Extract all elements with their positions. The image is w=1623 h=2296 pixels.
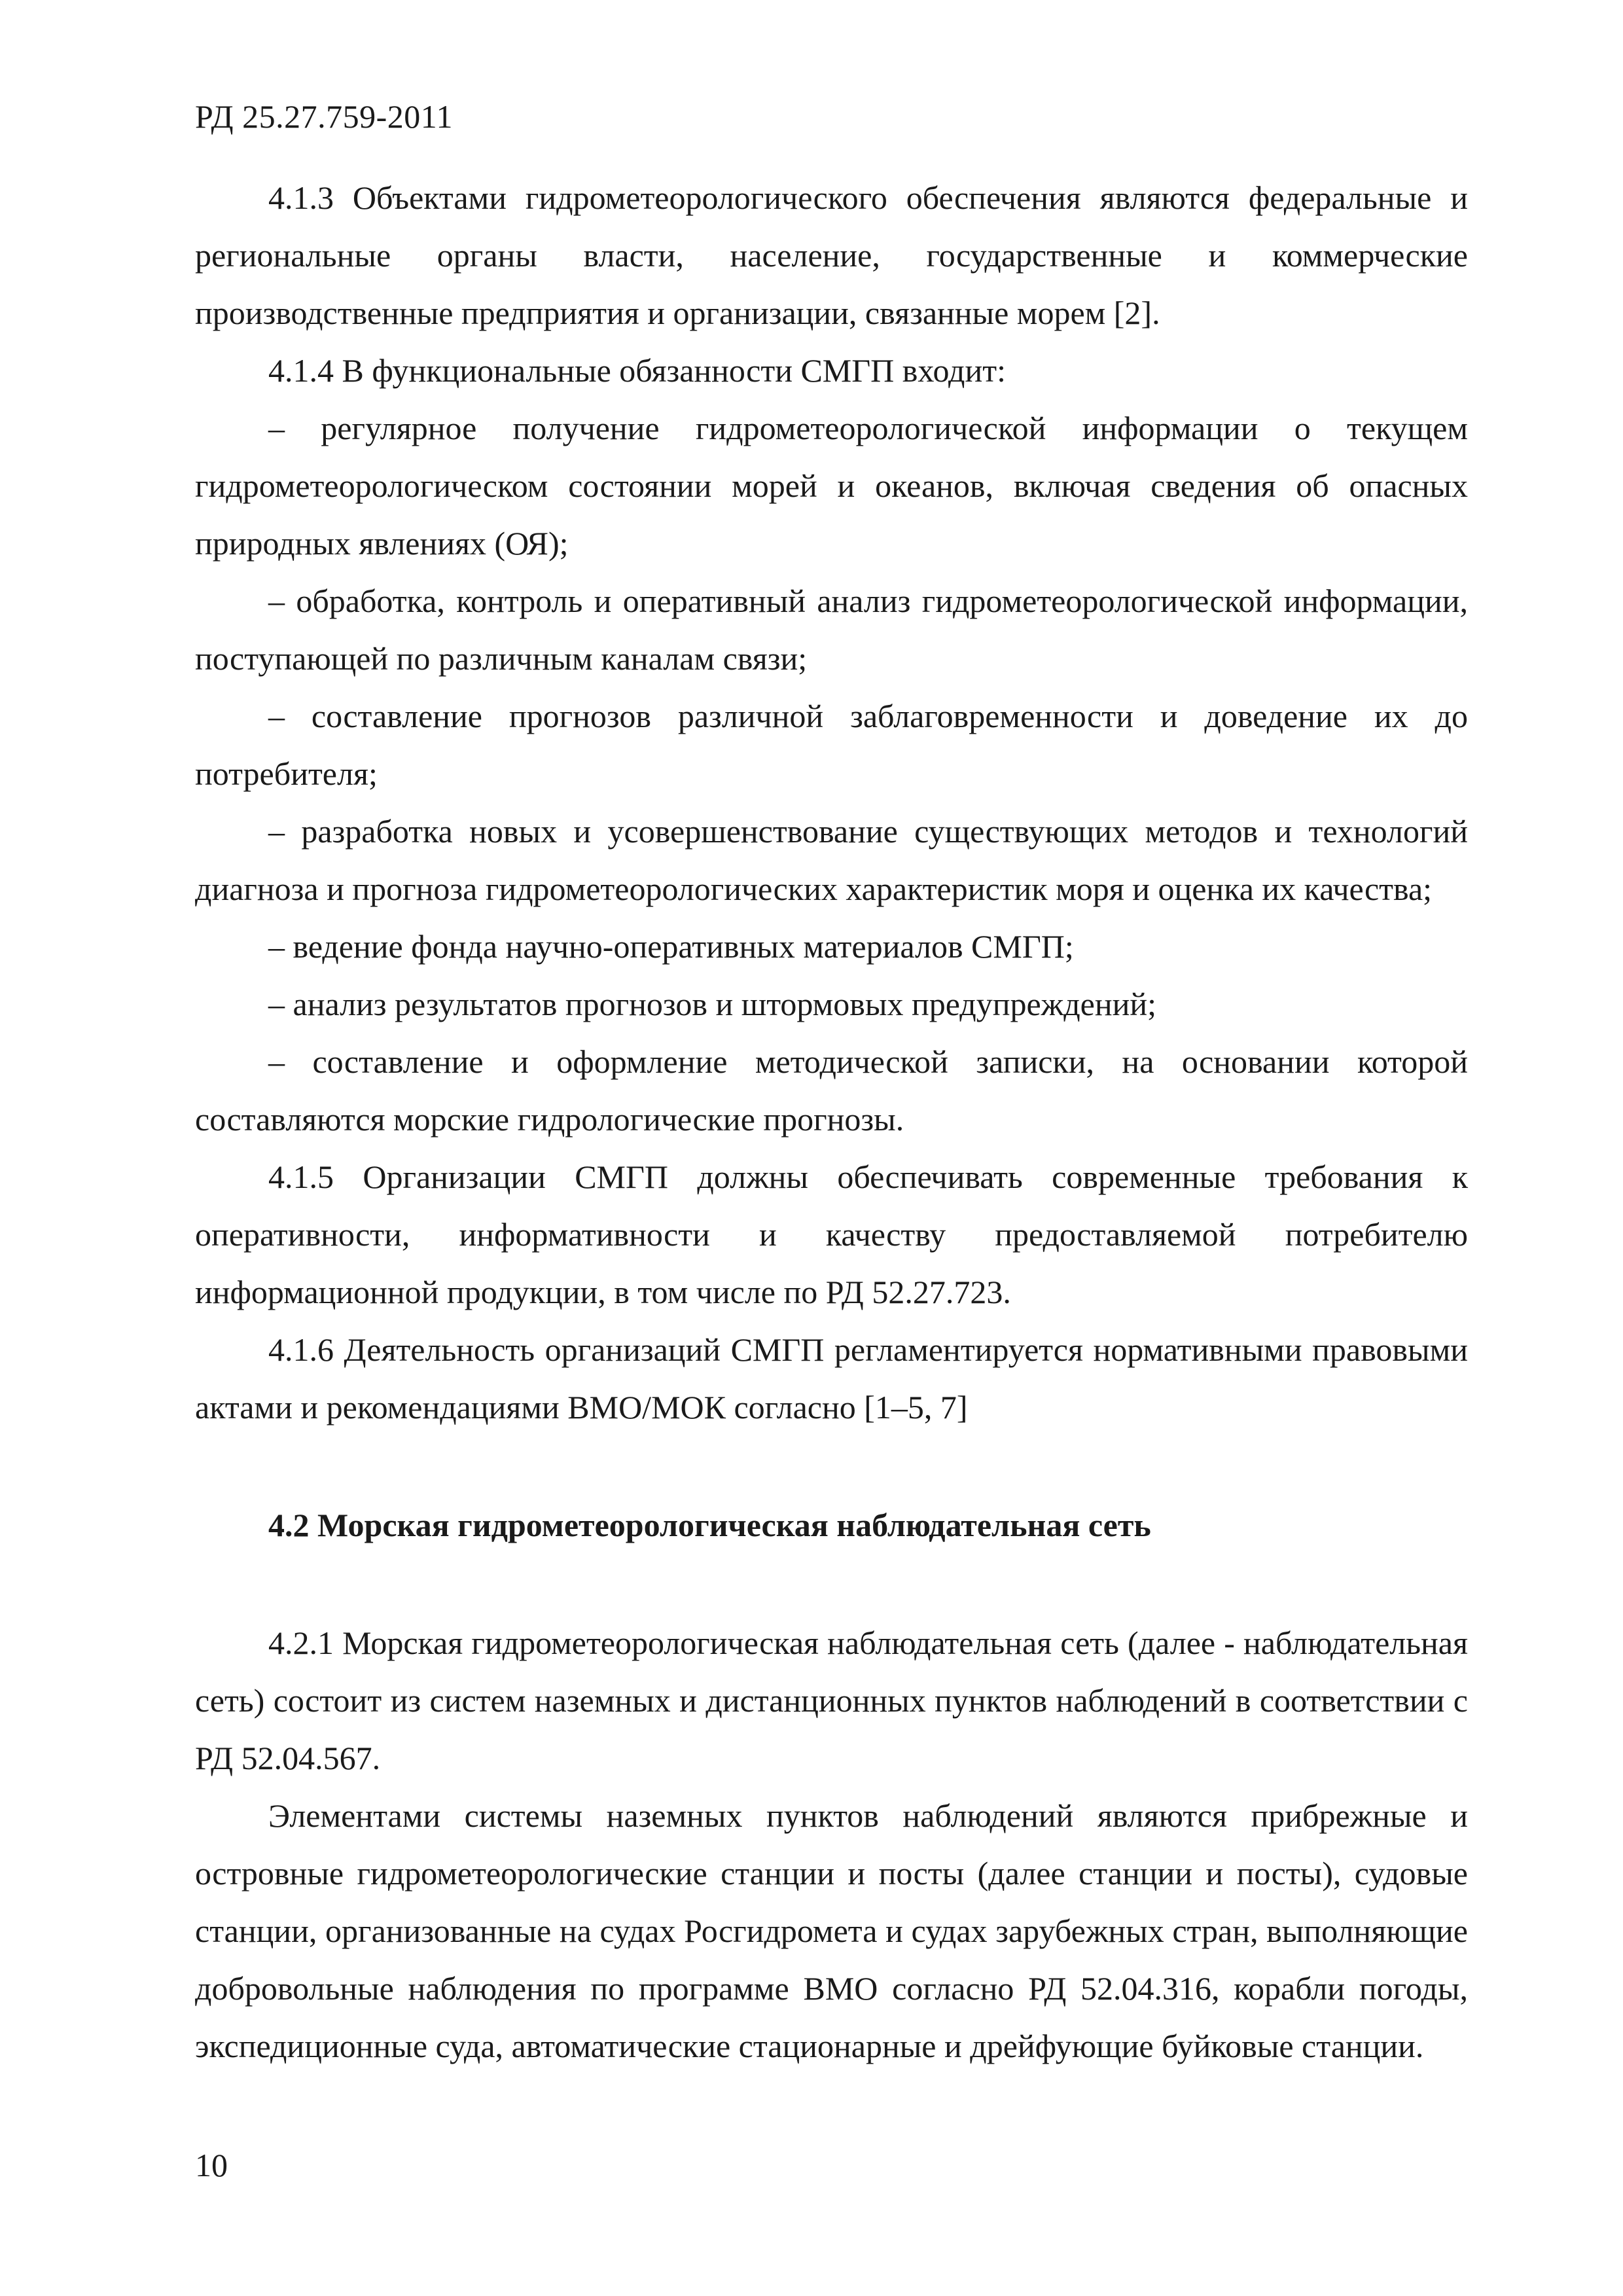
paragraph-4-1-4: 4.1.4 В функциональные обязанности СМГП входит: xyxy=(268,352,1006,389)
list-item-analysis: – анализ результатов прогнозов и штормовых предупреждений; xyxy=(268,986,1157,1022)
spacer xyxy=(195,1436,1468,1496)
paragraph-elements: Элементами системы наземных пунктов наблюдений являются прибрежные и островные гидрометеорологические станции и посты (далее станции и посты), судовые станции, организованные на судах Росгидромета и судах зарубежных стран, выполняющие добровольные наблюдения по программе ВМО согласно РД 52.04.316, корабли погоды, экспедиционные суда, автоматические стационарные и дрейфующие буйковые станции. xyxy=(195,1797,1468,2064)
list-item-processing: – обработка, контроль и оперативный анализ гидрометеорологической информации, поступающей по различным каналам связи; xyxy=(195,583,1468,677)
page-number: 10 xyxy=(195,2147,228,2183)
section-heading-4-2: 4.2 Морская гидрометеорологическая наблюдательная сеть xyxy=(268,1507,1151,1543)
list-item-methods: – разработка новых и усовершенствование существующих методов и технологий диагноза и прогноза гидрометеорологических характеристик моря и оценка их качества; xyxy=(195,813,1468,907)
paragraph-4-1-5: 4.1.5 Организации СМГП должны обеспечивать современные требования к оперативности, информативности и качеству предоставляемой потребителю информационной продукции, в том числе по РД 52.27.723. xyxy=(195,1158,1468,1310)
list-item-regular-info: – регулярное получение гидрометеорологической информации о текущем гидрометеорологическом состоянии морей и океанов, включая сведения об опасных природных явлениях (ОЯ); xyxy=(195,410,1468,562)
paragraph-4-1-3: 4.1.3 Объектами гидрометеорологического обеспечения являются федеральные и региональные органы власти, население, государственные и коммерческие производственные предприятия и организации, связанные морем [2]. xyxy=(195,179,1468,331)
document-code: РД 25.27.759-2011 xyxy=(195,98,453,135)
list-item-forecasts: – составление прогнозов различной заблаговременности и доведение их до потребителя; xyxy=(195,698,1468,792)
document-body xyxy=(195,169,1468,2075)
spacer xyxy=(195,1554,1468,1614)
list-item-fund: – ведение фонда научно-оперативных материалов СМГП; xyxy=(268,928,1074,965)
list-item-note: – составление и оформление методической записки, на основании которой составляются морские гидрологические прогнозы. xyxy=(195,1043,1468,1138)
paragraph-4-2-1: 4.2.1 Морская гидрометеорологическая наблюдательная сеть (далее - наблюдательная сеть) состоит из систем наземных и дистанционных пунктов наблюдений в соответствии с РД 52.04.567. xyxy=(195,1624,1468,1776)
paragraph-4-1-6: 4.1.6 Деятельность организаций СМГП регламентируется нормативными правовыми актами и рекомендациями ВМО/МОК согласно [1–5, 7] xyxy=(195,1331,1468,1426)
